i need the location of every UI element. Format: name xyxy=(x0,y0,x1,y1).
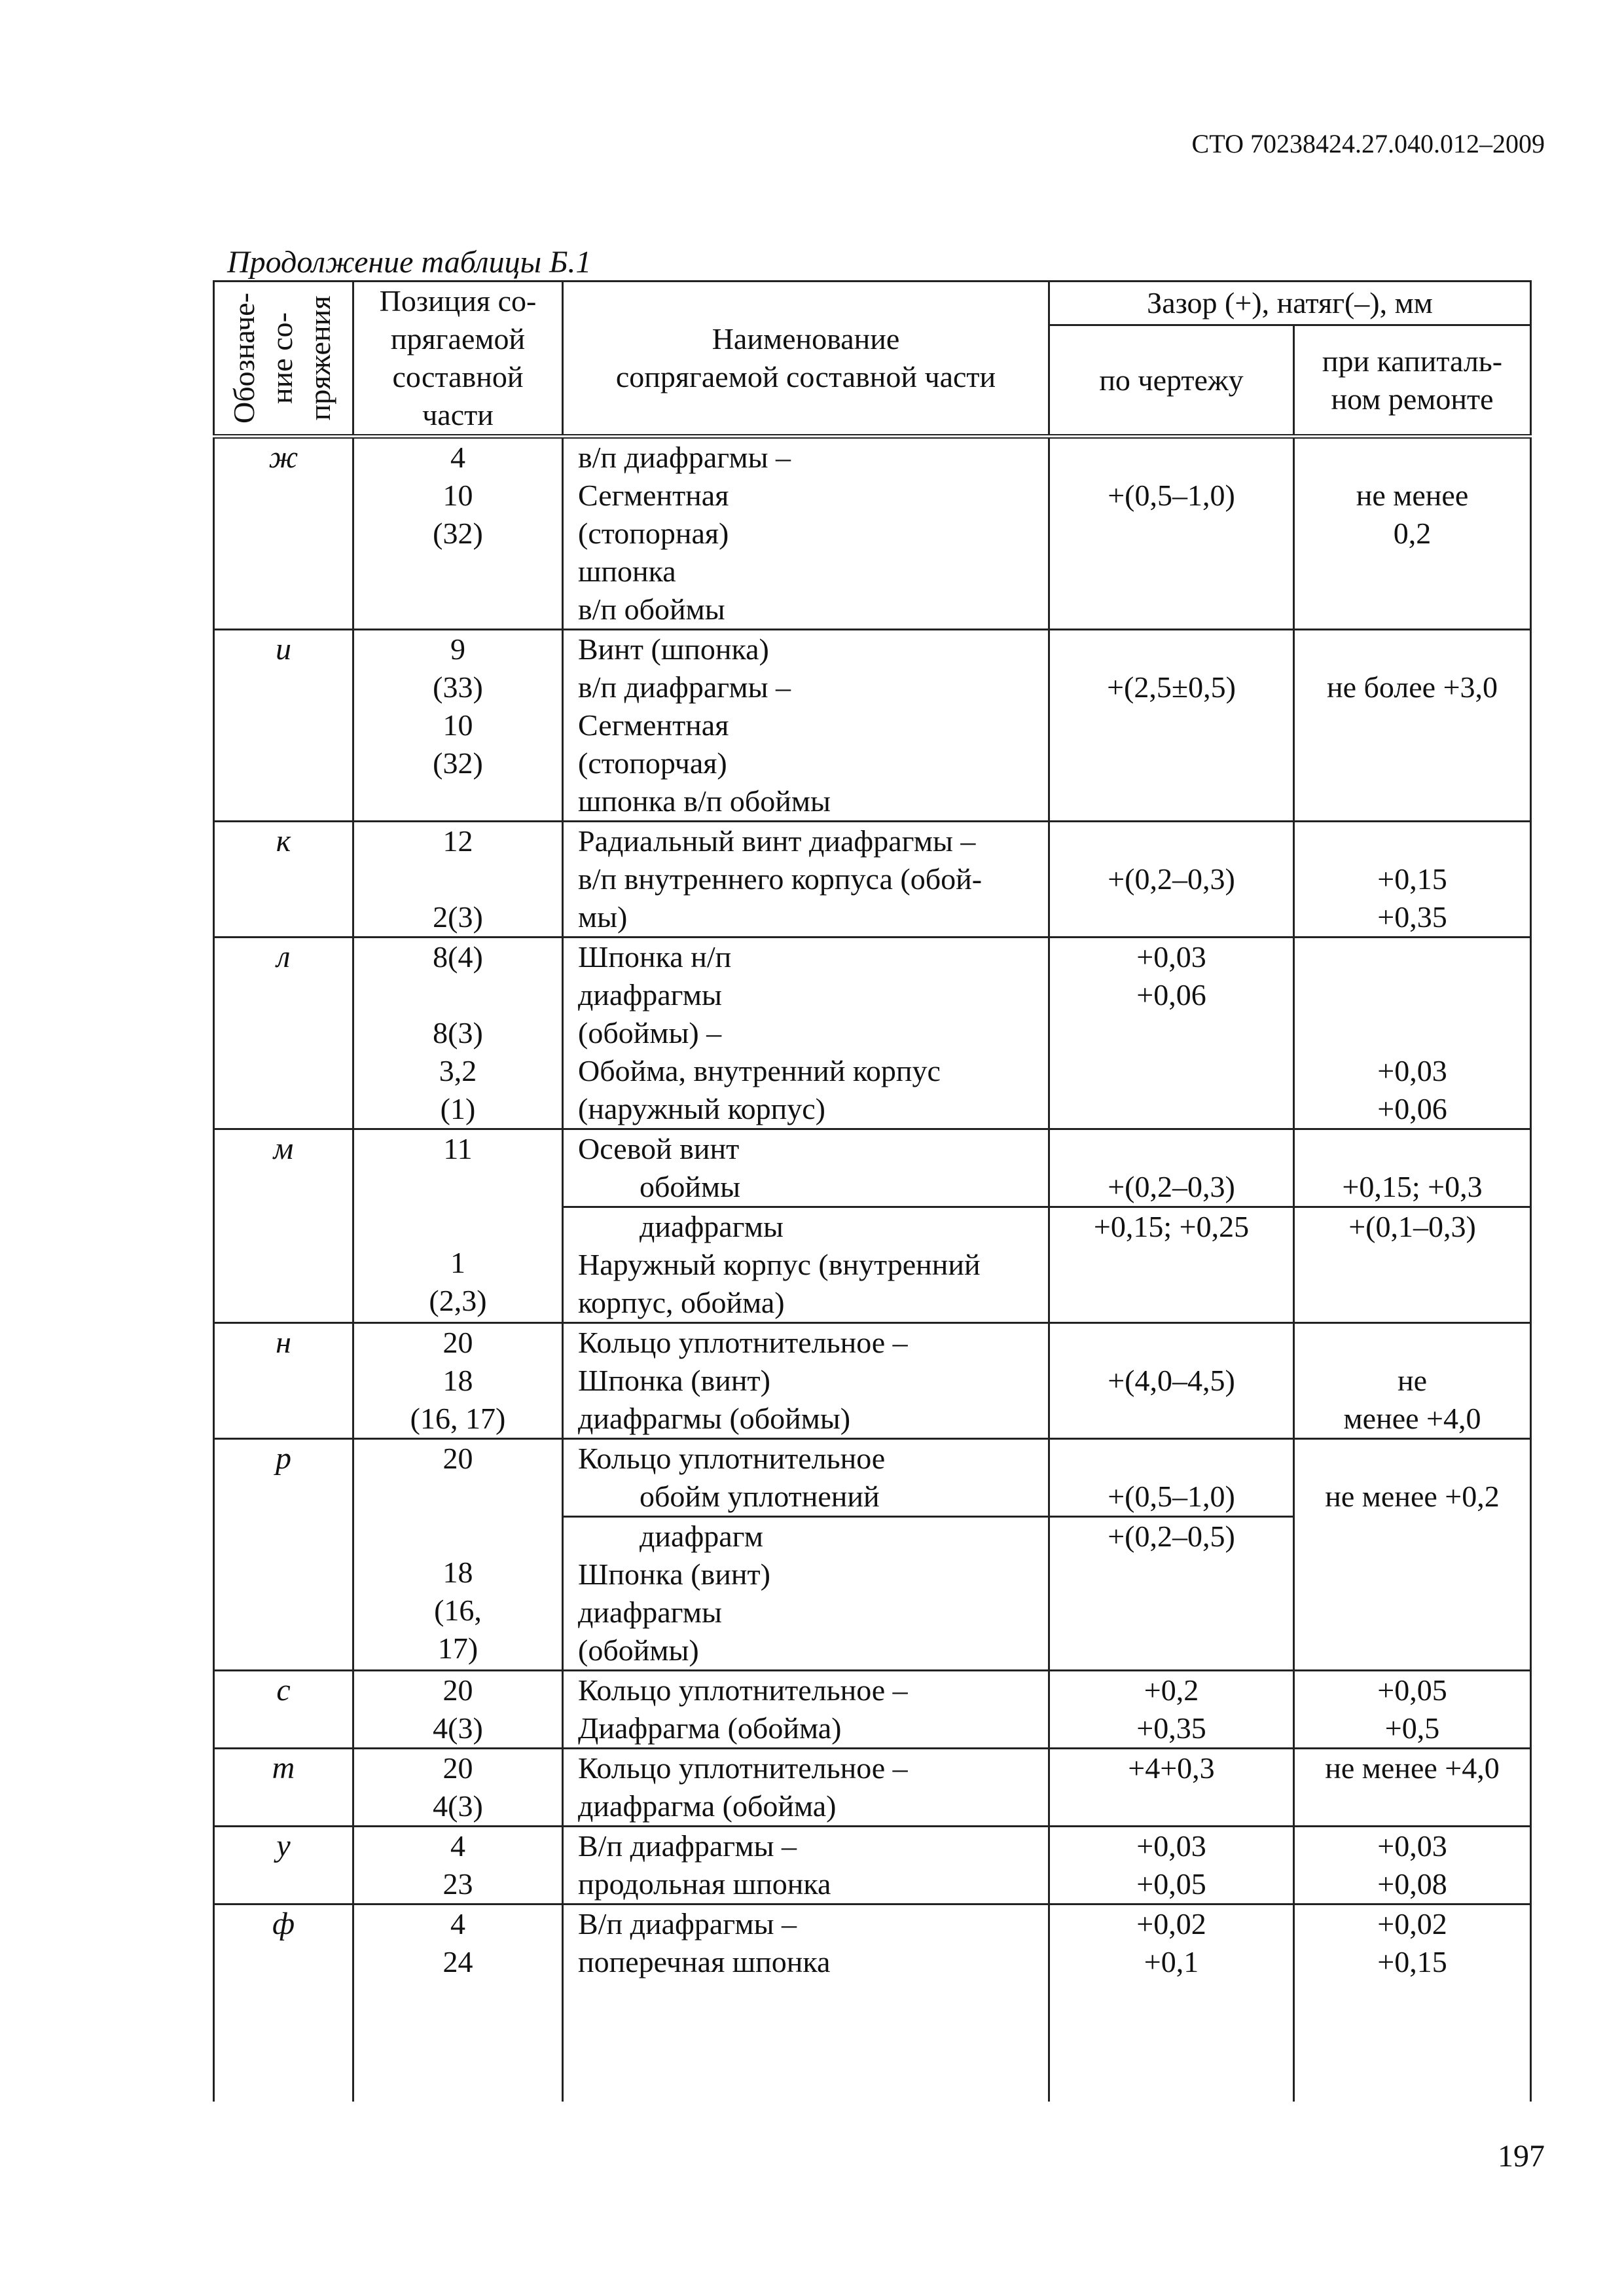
mating-symbol: ж xyxy=(214,437,353,630)
repair-cell: не менее +0,2 xyxy=(1294,1439,1531,1671)
name-cell: Кольцо уплотнительное – диафрагма (обойма) xyxy=(563,1749,1049,1827)
table-row xyxy=(214,822,1531,938)
mating-symbol: н xyxy=(214,1323,353,1439)
mating-symbol: т xyxy=(214,1749,353,1827)
position-cell: 20 4(3) xyxy=(353,1749,563,1827)
name-cell: Радиальный винт диафрагмы – в/п внутреннего корпуса (обой- мы) xyxy=(563,822,1049,938)
repair-cell: +0,03 +0,08 xyxy=(1294,1827,1531,1904)
repair-cell: не менее 0,2 xyxy=(1294,437,1531,630)
table-row xyxy=(214,1827,1531,1904)
repair-cell: +0,03 +0,06 xyxy=(1294,938,1531,1129)
drawing-cell: +0,2 +0,35 xyxy=(1049,1671,1294,1749)
header-gap: Зазор (+), натяг(–), мм xyxy=(1049,282,1531,325)
name-cell: Кольцо уплотнительное обойм уплотнений xyxy=(563,1439,1049,1517)
document-code: СТО 70238424.27.040.012–2009 xyxy=(1191,129,1545,158)
table-row xyxy=(214,437,1531,630)
drawing-cell: +0,02 +0,1 xyxy=(1049,1904,1294,2102)
name-cell: В/п диафрагмы – продольная шпонка xyxy=(563,1827,1049,1904)
position-cell: 12 2(3) xyxy=(353,822,563,938)
page-number: 197 xyxy=(1498,2139,1545,2174)
mating-symbol: ф xyxy=(214,1904,353,2102)
mating-symbol: м xyxy=(214,1129,353,1323)
repair-cell: +0,02 +0,15 xyxy=(1294,1904,1531,2102)
table-row xyxy=(214,1129,1531,1207)
drawing-cell: +0,03 +0,06 xyxy=(1049,938,1294,1129)
name-cell: диафрагм Шпонка (винт) диафрагмы (обоймы) xyxy=(563,1517,1049,1671)
mating-symbol: р xyxy=(214,1439,353,1671)
drawing-cell: +(0,2–0,5) xyxy=(1049,1517,1294,1671)
header-name: Наименование сопрягаемой составной части xyxy=(563,282,1049,437)
header-row xyxy=(214,282,1531,325)
position-cell: 20 18 (16, 17) xyxy=(353,1439,563,1671)
table-caption: Продолжение таблицы Б.1 xyxy=(227,245,592,280)
header-symbol-text: Обозначе- ние со- пряжения xyxy=(227,293,336,424)
mating-symbol: л xyxy=(214,938,353,1129)
name-cell: Осевой винт обоймы xyxy=(563,1129,1049,1207)
repair-cell: не более +3,0 xyxy=(1294,630,1531,822)
name-cell: Винт (шпонка) в/п диафрагмы – Сегментная (стопорчая) шпонка в/п обоймы xyxy=(563,630,1049,822)
mating-symbol: у xyxy=(214,1827,353,1904)
header-symbol xyxy=(214,282,353,437)
header-repair: при капиталь- ном ремонте xyxy=(1294,325,1531,437)
repair-cell: +0,05 +0,5 xyxy=(1294,1671,1531,1749)
mating-symbol: и xyxy=(214,630,353,822)
drawing-cell: +(0,2–0,3) xyxy=(1049,822,1294,938)
table-row xyxy=(214,938,1531,1129)
table-row xyxy=(214,630,1531,822)
mating-symbol: с xyxy=(214,1671,353,1749)
repair-cell: +0,15; +0,3 xyxy=(1294,1129,1531,1207)
drawing-cell: +(4,0–4,5) xyxy=(1049,1323,1294,1439)
repair-cell: +(0,1–0,3) xyxy=(1294,1207,1531,1323)
table-row xyxy=(214,1671,1531,1749)
position-cell: 4 24 xyxy=(353,1904,563,2102)
position-cell: 20 18 (16, 17) xyxy=(353,1323,563,1439)
drawing-cell: +(0,5–1,0) xyxy=(1049,437,1294,630)
mating-table xyxy=(213,280,1532,2102)
name-cell: Шпонка н/п диафрагмы (обоймы) – Обойма, внутренний корпус (наружный корпус) xyxy=(563,938,1049,1129)
position-cell: 8(4) 8(3) 3,2 (1) xyxy=(353,938,563,1129)
drawing-cell: +0,03 +0,05 xyxy=(1049,1827,1294,1904)
drawing-cell: +0,15; +0,25 xyxy=(1049,1207,1294,1323)
repair-cell: не менее +4,0 xyxy=(1294,1749,1531,1827)
name-cell: Кольцо уплотнительное – Шпонка (винт) диафрагмы (обоймы) xyxy=(563,1323,1049,1439)
drawing-cell: +(0,2–0,3) xyxy=(1049,1129,1294,1207)
repair-cell: +0,15 +0,35 xyxy=(1294,822,1531,938)
name-cell: Кольцо уплотнительное – Диафрагма (обойма) xyxy=(563,1671,1049,1749)
table-row xyxy=(214,1749,1531,1827)
table-row xyxy=(214,1439,1531,1517)
position-cell: 9 (33) 10 (32) xyxy=(353,630,563,822)
position-cell: 4 10 (32) xyxy=(353,437,563,630)
header-position: Позиция со- прягаемой составной части xyxy=(353,282,563,437)
name-cell: в/п диафрагмы – Сегментная (стопорная) шпонка в/п обоймы xyxy=(563,437,1049,630)
table-row xyxy=(214,1904,1531,2102)
position-cell: 20 4(3) xyxy=(353,1671,563,1749)
position-cell: 11 1 (2,3) xyxy=(353,1129,563,1323)
repair-cell: не менее +4,0 xyxy=(1294,1323,1531,1439)
drawing-cell: +(0,5–1,0) xyxy=(1049,1439,1294,1517)
mating-symbol: к xyxy=(214,822,353,938)
table-row xyxy=(214,1323,1531,1439)
position-cell: 4 23 xyxy=(353,1827,563,1904)
name-cell: В/п диафрагмы – поперечная шпонка xyxy=(563,1904,1049,2102)
drawing-cell: +4+0,3 xyxy=(1049,1749,1294,1827)
name-cell: диафрагмы Наружный корпус (внутренний корпус, обойма) xyxy=(563,1207,1049,1323)
drawing-cell: +(2,5±0,5) xyxy=(1049,630,1294,822)
header-drawing: по чертежу xyxy=(1049,325,1294,437)
